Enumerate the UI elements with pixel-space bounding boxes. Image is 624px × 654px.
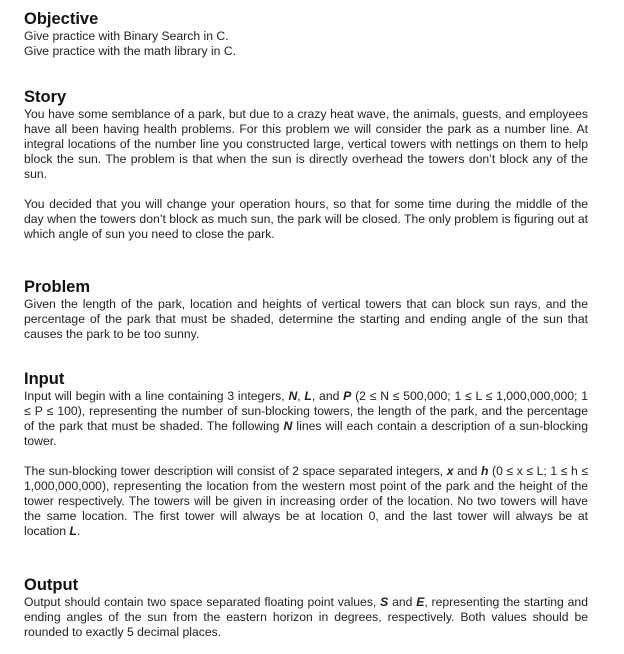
output-section: [24, 575, 588, 640]
text-run: , representing the starting and ending angles of the sun from the eastern horizon in degrees, respectively. Both values should be rounded to exactly 5 decimal places.: [24, 595, 588, 639]
problem-heading: Problem: [24, 278, 91, 296]
variable-l: L: [69, 524, 77, 538]
variable-e: E: [416, 595, 425, 609]
text-run: Output should contain two space separated floating point values,: [24, 595, 381, 609]
input-paragraph-1: [24, 389, 588, 449]
output-heading: Output: [24, 576, 79, 594]
input-paragraph-2: [24, 464, 588, 539]
text-run: The sun-blocking tower description will consist of 2 space separated integers,: [24, 464, 447, 478]
objective-line: Give practice with Binary Search in C.: [24, 29, 229, 43]
output-paragraph: [24, 595, 588, 640]
story-section: [24, 87, 588, 242]
variable-s: S: [380, 595, 389, 609]
objective-line: Give practice with the math library in C.: [24, 44, 237, 58]
story-paragraph-2: You decided that you will change your operation hours, so that for some time during the middle of the day when the towers don’t block as much sun, the park will be closed. The only problem is figuring out at which angle of sun you need to close the park.: [24, 197, 588, 241]
text-run: , and: [311, 389, 344, 403]
text-run: ,: [297, 389, 305, 403]
problem-section: [24, 277, 588, 342]
objective-section: [24, 9, 236, 59]
story-paragraph-1: You have some semblance of a park, but due to a crazy heat wave, the animals, guests, and employees have all been having health problems. For this problem we will consider the park as a number line. At integral locations of the number line you constructed large, vertical towers with nettings on them to help block the sun. The problem is that when the sun is directly overhead the towers don’t block any of the sun.: [24, 107, 588, 181]
variable-l: L: [304, 389, 312, 403]
text-run: and: [388, 595, 417, 609]
variable-x: x: [446, 464, 454, 478]
variable-h: h: [481, 464, 489, 478]
text-run: (0 ≤ x ≤ L; 1 ≤ h ≤ 1,000,000,000), representing the location from the western most point of the park and the height of the tower respectively. The towers will be given in increasing order of the location. No two towers will have the same location. The first tower will always be at location 0, and the last tower will always be at location: [24, 464, 589, 538]
text-run: .: [76, 524, 81, 538]
text-run: Input will begin with a line containing 3 integers,: [24, 389, 289, 403]
variable-n: N: [288, 389, 298, 403]
variable-n: N: [283, 419, 293, 433]
text-run: (2 ≤ N ≤ 500,000; 1 ≤ L ≤ 1,000,000,000; 1 ≤ P ≤ 100), representing the number of sun-blocking towers, the length of the park, and the percentage of the park that must be shaded. The following: [24, 389, 588, 433]
input-section: [24, 369, 588, 539]
text-run: lines will each contain a description of a sun-blocking tower.: [24, 419, 588, 448]
input-heading: Input: [24, 370, 65, 388]
story-heading: Story: [24, 88, 67, 106]
problem-paragraph: Given the length of the park, location and heights of vertical towers that can block sun rays, and the percentage of the park that must be shaded, determine the starting and ending angle of the sun that causes the park to be too sunny.: [24, 297, 588, 341]
text-run: and: [453, 464, 481, 478]
variable-p: P: [343, 389, 352, 403]
objective-heading: Objective: [24, 10, 99, 28]
